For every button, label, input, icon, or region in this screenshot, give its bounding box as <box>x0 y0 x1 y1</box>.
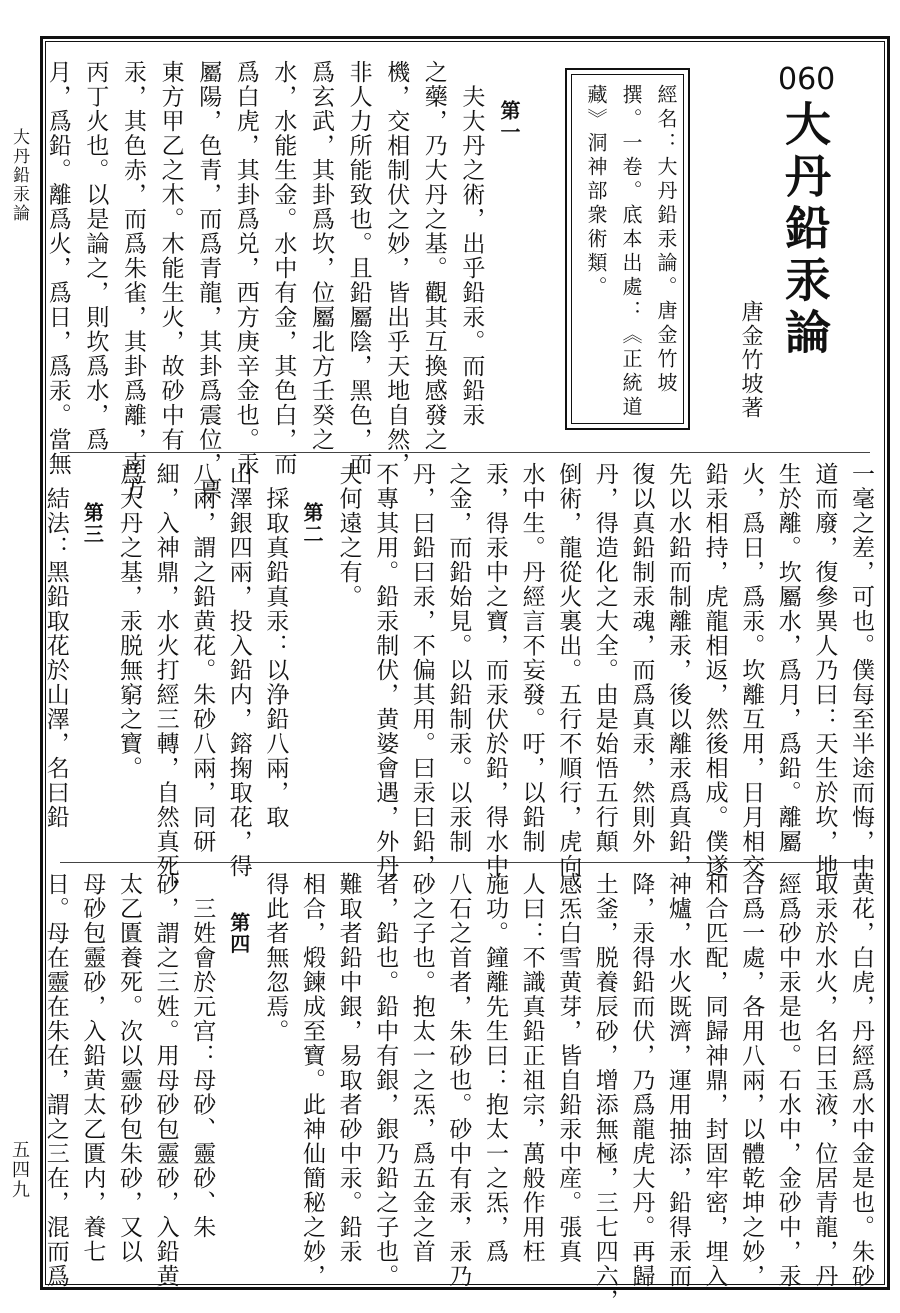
text-column: 復以真鉛制汞魂，而爲真汞，然則外 <box>628 462 655 854</box>
text-column: 結法：黑鉛取花於山澤，名曰鉛 <box>42 462 69 830</box>
text-column: 倒術，龍從火裏出。五行不順行，虎向 <box>555 462 582 879</box>
text-column: 月，爲鉛。離爲火，爲日，爲汞。當無 <box>44 60 71 477</box>
text-column: 機，交相制伏之妙，皆出乎天地自然， <box>383 60 410 477</box>
text-column: 母砂包靈砂，入鉛黄太乙匱内，養七 <box>79 872 106 1264</box>
text-column: 和合匹配，同歸神鼎，封固牢密，埋入 <box>701 872 728 1289</box>
page-number: 五四九 <box>9 1140 30 1200</box>
band-divider-1 <box>60 452 870 453</box>
text-column: 爲玄武，其卦爲坎，位屬北方壬癸之 <box>308 60 334 452</box>
text-column: 採取真鉛真汞：以浄鉛八兩，取 <box>262 462 289 830</box>
text-column: 相合，煅鍊成至寶。此神仙簡秘之妙， <box>299 872 325 1289</box>
text-column: 者，鉛也。鉛中有銀，銀乃鉛之子也。 <box>372 872 399 1289</box>
document-number: 060 <box>778 62 836 97</box>
text-column: 神爐，水火既濟，運用抽添，鉛得汞而 <box>665 872 691 1289</box>
text-column: 八兩，謂之鉛黄花。朱砂八兩，同研 <box>189 462 216 854</box>
text-column: 先以水鉛而制離汞，後以離汞爲真鉛， <box>665 462 691 879</box>
note-line: 撰。一卷。底本出處：《正統道 <box>619 84 643 420</box>
text-column: 降，汞得鉛而伏，乃爲龍虎大丹。再歸 <box>628 872 655 1289</box>
text-column: 屬陽，色青，而爲青龍，其卦爲震位，禀 <box>195 60 222 501</box>
text-column: 鉛汞相持，虎龍相返，然後相成。僕遂 <box>701 462 728 879</box>
text-column: 細，入神鼎，水火打經三轉，自然真死， <box>152 462 179 903</box>
text-column: 土釜，脱養辰砂，增添無極，三七四六， <box>591 872 618 1313</box>
section-heading: 第二 <box>300 502 324 545</box>
text-column: 黄花，白虎，丹經爲水中金是也。朱砂 <box>848 872 874 1289</box>
text-column: 道而廢，復參異人乃曰：天生於坎，地 <box>811 462 838 879</box>
text-column: 施功。鐘離先生曰：抱太一之炁，爲 <box>482 872 508 1264</box>
text-column: 汞，其色赤，而爲朱雀，其卦爲離，南方 <box>120 60 146 501</box>
text-column: 太乙匱養死。次以靈砂包朱砂，又以 <box>116 872 142 1264</box>
text-column: 丹，曰鉛曰汞，不偏其用。曰汞曰鉛， <box>408 462 435 879</box>
note-line: 經名：大丹鉛汞論。唐金竹坡 <box>654 84 678 396</box>
text-column: 夫何遠之有。 <box>335 462 362 609</box>
section-heading: 第四 <box>226 912 251 955</box>
text-column: 山澤銀四兩，投入鉛内，鎔掬取花，得 <box>225 462 252 879</box>
text-column: 一毫之差，可也。僕每至半途而悔，中 <box>848 462 874 879</box>
text-column: 之金，而鉛始見。以鉛制汞。以汞制 <box>445 462 472 854</box>
text-column: 得此者無忽焉。 <box>262 872 289 1044</box>
text-column: 爲大丹之基，汞脱無窮之寶。 <box>116 462 142 781</box>
text-column: 日。母在靈在朱在，謂之三在，混而爲 <box>42 872 69 1289</box>
text-column: 人曰：不識真鉛正祖宗，萬般作用枉 <box>518 872 545 1264</box>
note-line: 藏》洞神部衆術類。 <box>584 84 608 300</box>
text-column: 經爲砂中汞是也。石水中，金砂中，汞 <box>774 872 801 1289</box>
text-column: 合爲一處，各用八兩，以體乾坤之妙， <box>738 872 765 1289</box>
text-column: 砂，謂之三姓。用母砂包靈砂，入鉛黄 <box>152 872 179 1289</box>
text-column: 爲白虎，其卦爲兑，西方庚辛金也。汞 <box>232 60 259 477</box>
running-head: 大丹鉛汞論 <box>9 128 29 223</box>
text-column: 水，水能生金。水中有金，其色白，而 <box>270 60 297 477</box>
text-column: 難取者鉛中銀，易取者砂中汞。鉛汞 <box>335 872 362 1264</box>
text-column: 不專其用。鉛汞制伏，黄婆會遇，外丹 <box>372 462 399 879</box>
text-column: 之藥，乃大丹之基。觀其互換感發之 <box>420 60 447 452</box>
section-heading: 第一 <box>497 100 521 143</box>
text-column: 生於離。坎屬水，爲月，爲鉛。離屬 <box>774 462 801 854</box>
text-column: 火，爲日，爲汞。坎離互用，日月相交， <box>738 462 765 903</box>
text-column: 三姓會於元宫：母砂、靈砂、朱 <box>189 872 216 1240</box>
text-column: 取汞於水火，名曰玉液，位居青龍，丹 <box>811 872 838 1289</box>
text-column: 丙丁火也。以是論之，則坎爲水，爲 <box>82 60 109 452</box>
section-heading: 第三 <box>80 502 105 545</box>
text-column: 八石之首者，朱砂也。砂中有汞，汞乃 <box>445 872 472 1289</box>
text-column: 東方甲乙之木。木能生火，故砂中有 <box>157 60 184 452</box>
text-column: 汞，得汞中之寶，而汞伏於鉛，得水中 <box>482 462 508 879</box>
document-author: 唐金竹坡著 <box>738 300 763 420</box>
text-column: 非人力所能致也。且鉛屬陰，黑色，而 <box>345 60 372 477</box>
text-column: 丹，得造化之大全。由是始悟五行顛 <box>591 462 618 854</box>
text-column: 感炁白雪黄芽，皆自鉛汞中産。張真 <box>555 872 582 1264</box>
text-column: 水中生。丹經言不妄發。吁，以鉛制 <box>518 462 545 854</box>
text-column: 夫大丹之術，出乎鉛汞。而鉛汞 <box>458 60 485 428</box>
document-title: 大丹鉛汞論 <box>778 100 832 360</box>
text-column: 砂之子也。抱太一之炁，爲五金之首 <box>408 872 435 1264</box>
